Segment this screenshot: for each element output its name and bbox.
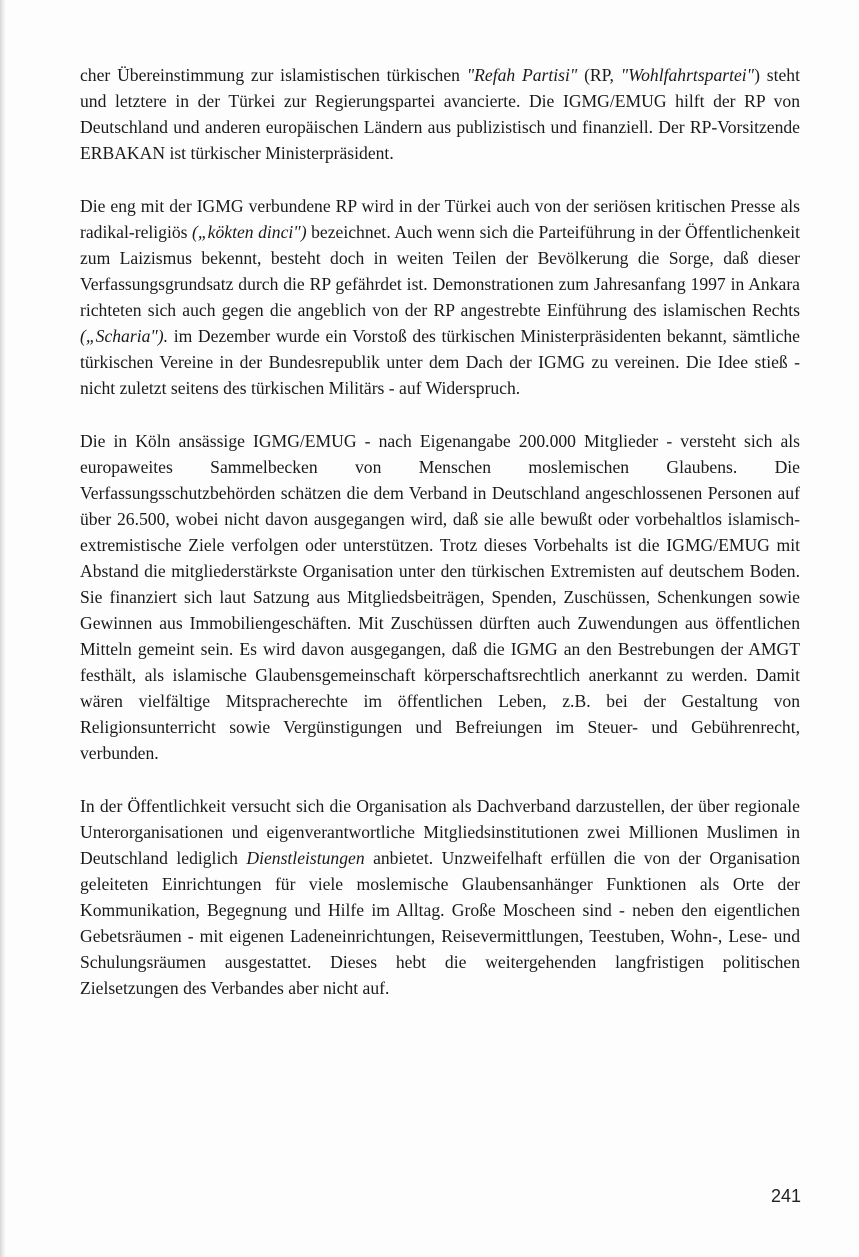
scan-page-edge [0,0,6,1257]
text-segment: bezeichnet. Auch wenn sich die Parteiführung in der Öffentlichenkeit zum Laizismus bekennt, besteht doch in weiten Teilen der Bevölkerung die Sorge, daß dieser Verfassungsgrundsatz durch die RP gefährdet ist. Demonstrationen zum Jahresanfang 1997 in Ankara richteten sich auch gegen die angeblich von der RP angestrebte Einführung des islamischen Rechts [80,222,800,320]
text-segment: (RP, [577,65,621,85]
text-segment: im Dezember wurde ein Vorstoß des türkischen Ministerpräsidenten bekannt, sämtliche türkischen Vereine in der Bundesrepublik unter dem Dach der IGMG zu vereinen. Die Idee stieß - nicht zuletzt seitens des türkischen Militärs - auf Widerspruch. [80,326,800,398]
text-segment: anbietet. Unzweifelhaft erfüllen die von der Organisation geleiteten Einrichtungen für viele moslemische Glaubensanhänger Funktionen als Orte der Kommunikation, Begegnung und Hilfe im Alltag. Große Moscheen sind - neben den eigentlichen Gebetsräumen - mit eigenen Ladeneinrichtungen, Reisevermittlungen, Teestuben, Wohn-, Lese- und Schulungsräumen ausgestattet. Dieses hebt die weitergehenden langfristigen politischen Zielsetzungen des Verbandes aber nicht auf. [80,848,800,998]
text-segment: ) steht und letztere in der Türkei zur Regierungspartei avancierte. Die IGMG/EMUG hilft der RP von Deutschland und anderen europäischen Ländern aus publizistisch und finanziell. Der RP-Vorsitzende ERBAKAN ist türkischer Ministerpräsident. [80,65,800,163]
italic-term: („Scharia"). [80,326,169,346]
italic-term: "Refah Partisi" [466,65,578,85]
paragraph-3 [80,428,800,766]
paragraph-1 [80,62,800,166]
italic-term: Dienstleistungen [246,848,365,868]
page-number: 241 [770,1186,801,1206]
italic-term: („kökten dinci") [192,222,307,242]
paragraph-2 [80,193,800,401]
text-segment: Die eng mit der IGMG verbundene RP wird in der Türkei auch von der seriösen kritischen Presse als radikal-religiös [80,196,800,242]
body-text [80,62,800,1001]
text-segment: In der Öffentlichkeit versucht sich die Organisation als Dachverband darzustellen, der über regionale Unterorganisationen und eigenverantwortliche Mitgliedsinstitutionen zwei Millionen Muslimen in Deutschland lediglich [80,796,800,868]
paragraph-4 [80,793,800,1001]
text-segment: Die in Köln ansässige IGMG/EMUG - nach Eigenangabe 200.000 Mitglieder - versteht sich als europaweites Sammelbecken von Menschen moslemischen Glaubens. Die Verfassungsschutzbehörden schätzen die dem Verband in Deutschland angeschlossenen Personen auf über 26.500, wobei nicht davon ausgegangen wird, daß sie alle bewußt oder vorbehaltlos islamisch-extremistische Ziele verfolgen oder unterstützen. Trotz dieses Vorbehalts ist die IGMG/EMUG mit Abstand die mitgliederstärkste Organisation unter den türkischen Extremisten auf deutschem Boden. Sie finanziert sich laut Satzung aus Mitgliedsbeiträgen, Spenden, Zuschüssen, Schenkungen sowie Gewinnen aus Immobiliengeschäften. Mit Zuschüssen dürften auch Zuwendungen aus öffentlichen Mitteln gemeint sein. Es wird davon ausgegangen, daß die IGMG an den Bestrebungen der AMGT festhält, als islamische Glaubensgemeinschaft körperschaftsrechtlich anerkannt zu werden. Damit wären vielfältige Mitspracherechte im öffentlichen Leben, z.B. bei der Gestaltung von Religionsunterricht sowie Vergünstigungen und Befreiungen im Steuer- und Gebührenrecht, verbunden. [80,431,800,763]
text-segment: cher Übereinstimmung zur islamistischen türkischen [80,65,467,85]
italic-term: "Wohlfahrtspartei" [620,65,755,85]
